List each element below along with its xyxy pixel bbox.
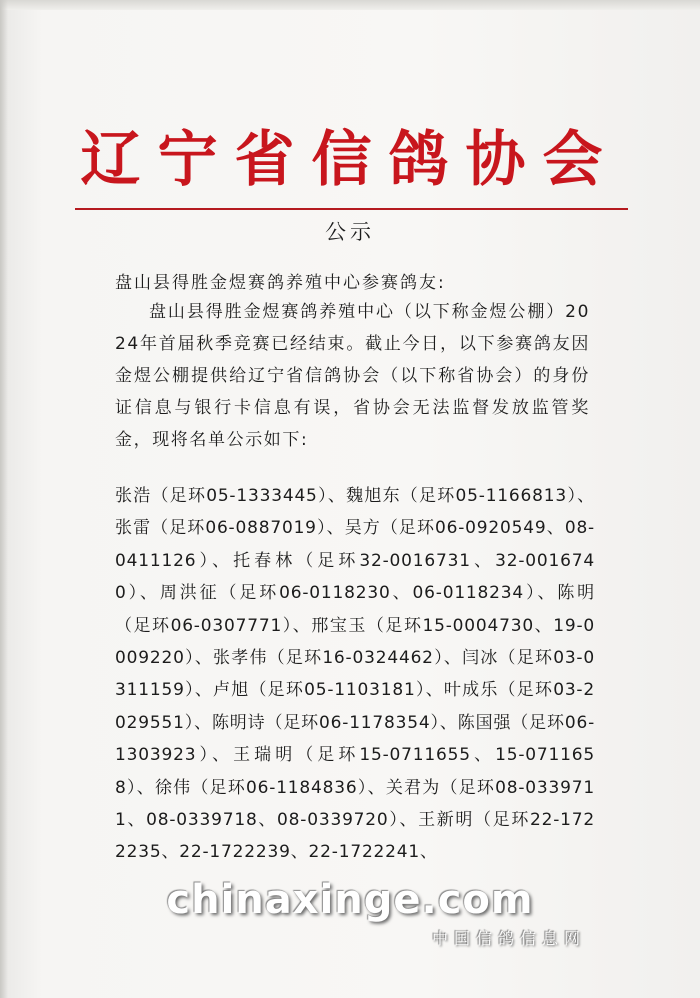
salutation: 盘山县得胜金煜赛鸽养殖中心参赛鸽友: (115, 273, 446, 293)
paper-top-edge (0, 0, 700, 10)
body-paragraph: 盘山县得胜金煜赛鸽养殖中心（以下称金煜公棚）2024年首届秋季竞赛已经结束。截止今日，以下参赛鸽友因金煜公棚提供给辽宁省信鸽协会（以下称省协会）的身份证信息与银行卡信息有误，省协会无法监督发放监管奖金，现将名单公示如下: (115, 302, 590, 450)
title-divider (75, 208, 628, 210)
organization-title: 辽宁省信鸽协会 (80, 125, 620, 195)
notice-title: 公示 (325, 220, 375, 244)
site-watermark: chinaxinge.com (166, 877, 534, 923)
names-list-paragraph: 张浩（足环05-1333445）、魏旭东（足环05-1166813）、张雷（足环06-0887019）、吴方（足环06-0920549、08-0411126）、托春林（足环32-0016731、32-0016740）、周洪征（足环06-0118230、06-0118234）、陈明（足环06-0307771）、邢宝玉（足环15-0004730、19-0009220）、张孝伟（足环16-0324462）、闫冰（足环03-0311159）、卢旭（足环05-1103181）、叶成乐（足环03-2029551）、陈明诗（足环06-1178354）、陈国强（足环06-1303923）、王瑞明（足环15-0711655、15-0711658）、徐伟（足环06-1184836）、关君为（足环08-0339711、08-0339718、08-0339720）、王新明（足环22-1722235、22-1722239、22-1722241、 (115, 486, 595, 863)
site-watermark-chinese: 中国信鸽信息网 (432, 929, 587, 948)
